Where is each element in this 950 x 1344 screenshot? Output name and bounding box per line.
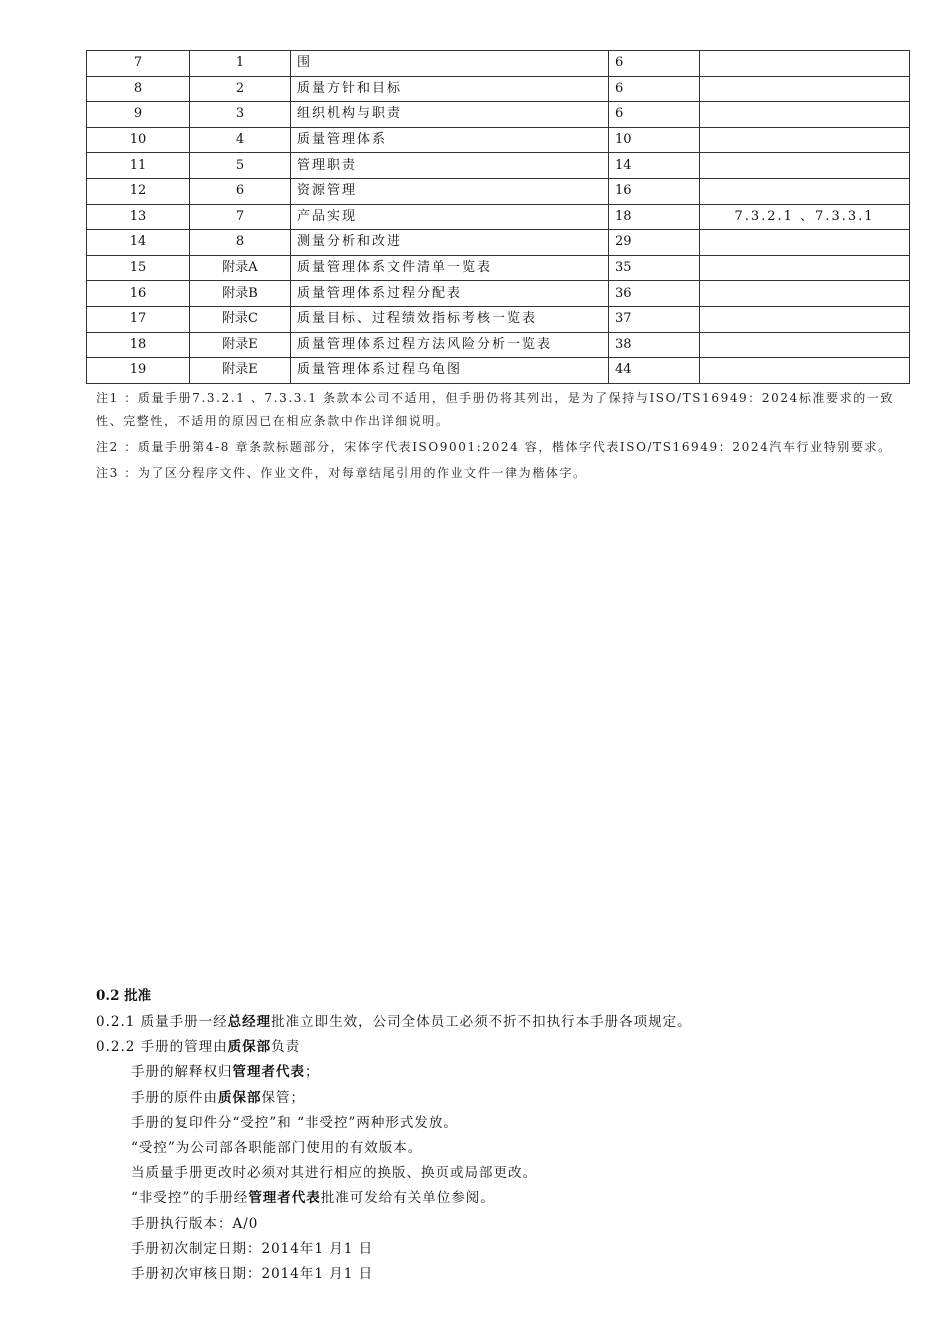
- toc-note-cell: [700, 230, 910, 256]
- toc-note-cell: [700, 76, 910, 102]
- toc-note-cell: [700, 358, 910, 384]
- toc-number-cell: 16: [87, 281, 190, 307]
- toc-number-cell: 18: [87, 332, 190, 358]
- toc-page-cell: 6: [609, 102, 700, 128]
- table-row: [87, 255, 910, 281]
- toc-page-cell: 44: [609, 358, 700, 384]
- toc-number-cell: 15: [87, 255, 190, 281]
- text: 保管；: [261, 1089, 305, 1106]
- toc-title-cell: 资源管理: [291, 178, 609, 204]
- toc-title-cell: 质量目标、过程绩效指标考核一览表: [291, 306, 609, 332]
- toc-chapter-cell: 1: [190, 51, 291, 77]
- toc-number-cell: 13: [87, 204, 190, 230]
- text: 负责: [271, 1039, 301, 1056]
- approval-section: [96, 984, 916, 1287]
- text: 0.2.1 质量手册一经: [96, 1014, 228, 1030]
- text: 0.2.2 手册的管理由: [96, 1039, 228, 1056]
- toc-note-cell: [700, 332, 910, 358]
- table-row: [87, 332, 910, 358]
- toc-number-cell: 10: [87, 127, 190, 153]
- toc-number-cell: 17: [87, 306, 190, 332]
- toc-title-cell: 质量管理体系过程乌龟图: [291, 358, 609, 384]
- toc-note-cell: [700, 153, 910, 179]
- text: 批准可发给有关单位参阅。: [320, 1190, 495, 1207]
- emphasis: 总经理: [227, 1014, 272, 1030]
- emphasis: 管理者代表: [232, 1064, 305, 1081]
- section-title: 0.2 批准: [96, 988, 152, 1004]
- toc-note-cell: [700, 127, 910, 153]
- toc-title-cell: 质量管理体系过程方法风险分析一览表: [291, 332, 609, 358]
- table-row: [87, 306, 910, 332]
- note-1: 注1 ：质量手册7.3.2.1 、7.3.3.1 条款本公司不适用，但手册仍将其列出，是为了保持与ISO/TS16949：2024标准要求的一致性、完整性，不适用的原因已在相应条款中作出详细说明。: [96, 391, 895, 428]
- toc-table: [86, 50, 910, 384]
- toc-page-cell: 6: [609, 51, 700, 77]
- approval-line-4: [96, 1086, 916, 1111]
- toc-chapter-cell: 7: [190, 204, 291, 230]
- toc-title-cell: 组织机构与职责: [291, 102, 609, 128]
- table-row: [87, 230, 910, 256]
- toc-number-cell: 12: [87, 178, 190, 204]
- table-row: [87, 153, 910, 179]
- toc-title-cell: 产品实现: [291, 204, 609, 230]
- text: 手册的原件由: [131, 1089, 218, 1106]
- toc-title-cell: 质量管理体系过程分配表: [291, 281, 609, 307]
- toc-note-cell: [700, 51, 910, 77]
- text: 批准立即生效，公司全体员工必须不折不扣执行本手册各项规定。: [271, 1014, 692, 1030]
- toc-note-cell: [700, 281, 910, 307]
- toc-chapter-cell: 附录B: [190, 281, 291, 307]
- toc-chapter-cell: 6: [190, 178, 291, 204]
- toc-page-cell: 29: [609, 230, 700, 256]
- toc-number-cell: 19: [87, 358, 190, 384]
- emphasis: 管理者代表: [248, 1190, 321, 1207]
- approval-line-7: 当质量手册更改时必须对其进行相应的换版、换页或局部更改。: [131, 1165, 537, 1182]
- toc-page-cell: 10: [609, 127, 700, 153]
- table-row: [87, 102, 910, 128]
- toc-body: [87, 51, 910, 384]
- toc-chapter-cell: 2: [190, 76, 291, 102]
- table-row: [87, 281, 910, 307]
- table-row: [87, 204, 910, 230]
- toc-title-cell: 质量方针和目标: [291, 76, 609, 102]
- toc-chapter-cell: 5: [190, 153, 291, 179]
- toc-number-cell: 11: [87, 153, 190, 179]
- approval-line-6: “受控”为公司部各职能部门使用的有效版本。: [131, 1140, 423, 1157]
- toc-number-cell: 9: [87, 102, 190, 128]
- toc-chapter-cell: 附录C: [190, 306, 291, 332]
- toc-note-cell: [700, 178, 910, 204]
- toc-title-cell: 质量管理体系: [291, 127, 609, 153]
- note-3: 注3 ：为了区分程序文件、作业文件，对每章结尾引用的作业文件一律为楷体字。: [96, 466, 587, 480]
- toc-page-cell: 36: [609, 281, 700, 307]
- toc-chapter-cell: 附录E: [190, 358, 291, 384]
- emphasis: 质保部: [218, 1089, 262, 1106]
- toc-page-cell: 37: [609, 306, 700, 332]
- approval-line-5: 手册的复印件分“受控”和 “非受控”两种形式发放。: [131, 1114, 458, 1131]
- table-row: [87, 178, 910, 204]
- toc-number-cell: 8: [87, 76, 190, 102]
- text: “非受控”的手册经: [131, 1190, 249, 1207]
- toc-chapter-cell: 4: [190, 127, 291, 153]
- approval-line-10: 手册初次制定日期：2014年1 月1 日: [131, 1240, 374, 1257]
- approval-line-8: [96, 1186, 916, 1211]
- toc-note-cell: [700, 255, 910, 281]
- toc-chapter-cell: 附录A: [190, 255, 291, 281]
- table-row: [87, 51, 910, 77]
- toc-page-cell: 18: [609, 204, 700, 230]
- approval-line-3: [96, 1060, 916, 1085]
- text: 手册的解释权归: [131, 1064, 233, 1081]
- toc-page-cell: 16: [609, 178, 700, 204]
- approval-line-2: [96, 1035, 916, 1060]
- toc-chapter-cell: 3: [190, 102, 291, 128]
- toc-number-cell: 14: [87, 230, 190, 256]
- toc-title-cell: 质量管理体系文件清单一览表: [291, 255, 609, 281]
- toc-title-cell: 围: [291, 51, 609, 77]
- notes-section: [96, 387, 906, 488]
- toc-title-cell: 管理职责: [291, 153, 609, 179]
- note-2: 注2 ：质量手册第4-8 章条款标题部分，宋体字代表ISO9001:2024 容，楷体字代表ISO/TS16949：2024汽车行业特别要求。: [96, 440, 892, 454]
- toc-page-cell: 14: [609, 153, 700, 179]
- approval-line-9: 手册执行版本：A/0: [131, 1215, 259, 1232]
- approval-line-11: 手册初次审核日期：2014年1 月1 日: [131, 1266, 374, 1283]
- table-row: [87, 358, 910, 384]
- toc-page-cell: 35: [609, 255, 700, 281]
- toc-number-cell: 7: [87, 51, 190, 77]
- table-row: [87, 76, 910, 102]
- table-row: [87, 127, 910, 153]
- text: ；: [305, 1064, 320, 1081]
- toc-note-cell: [700, 102, 910, 128]
- toc-page-cell: 6: [609, 76, 700, 102]
- emphasis: 质保部: [227, 1039, 272, 1056]
- approval-line-1: [96, 1010, 916, 1035]
- toc-note-cell: 7.3.2.1 、7.3.3.1: [700, 204, 910, 230]
- toc-page-cell: 38: [609, 332, 700, 358]
- toc-chapter-cell: 附录E: [190, 332, 291, 358]
- toc-chapter-cell: 8: [190, 230, 291, 256]
- toc-note-cell: [700, 306, 910, 332]
- toc-title-cell: 测量分析和改进: [291, 230, 609, 256]
